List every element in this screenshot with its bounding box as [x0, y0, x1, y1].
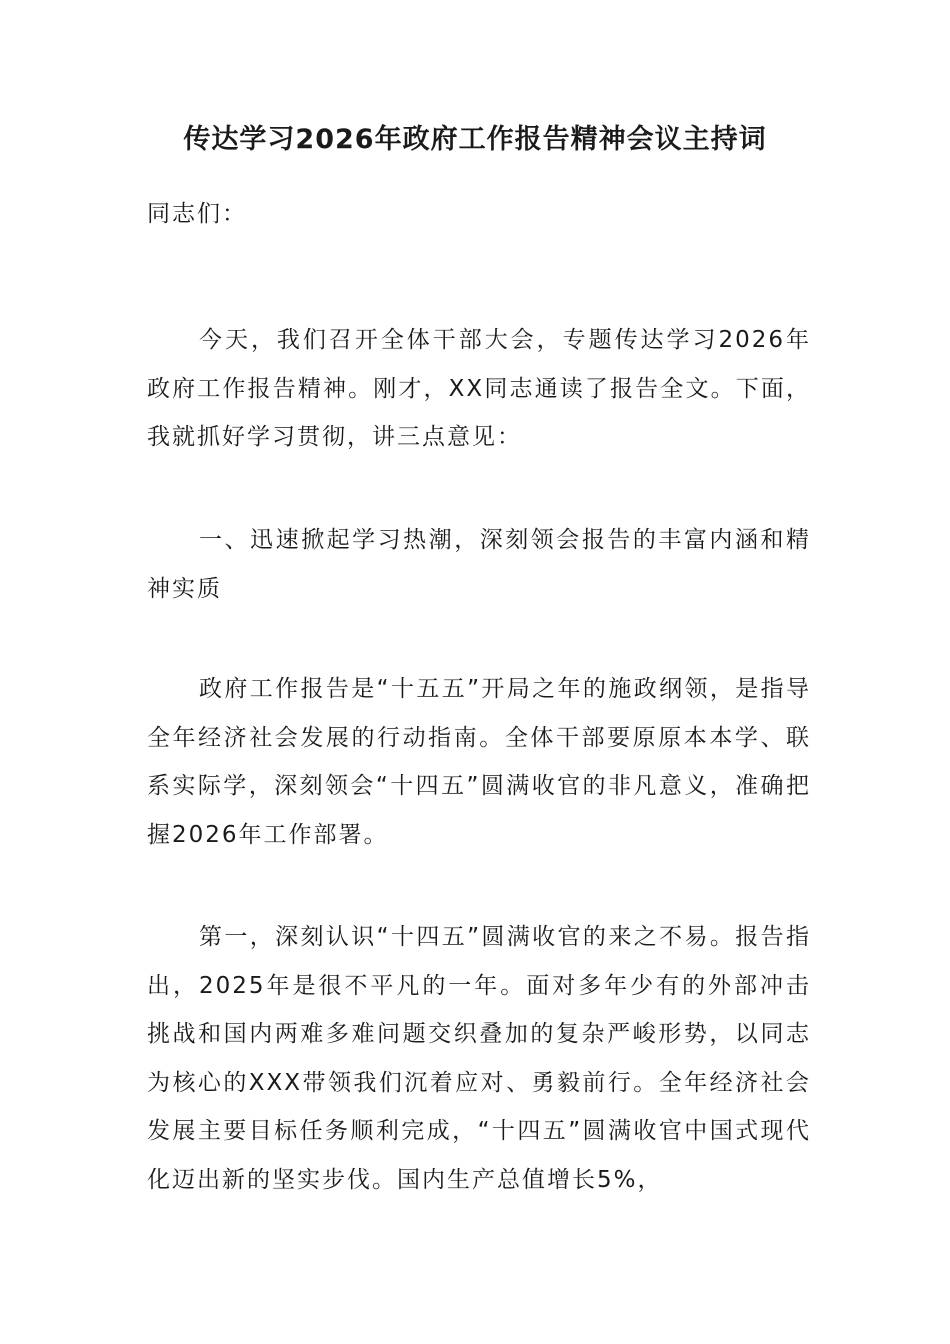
paragraph-point-one: 第一，深刻认识“十四五”圆满收官的来之不易。报告指出，2025年是很不平凡的一年。面对多年少有的外部冲击挑战和国内两难多难问题交织叠加的复杂严峻形势，以同志为核心的XXX带领我们沉着应对、勇毅前行。全年经济社会发展主要目标任务顺利完成，“十四五”圆满收官中国式现代化迈出新的坚实步伐。国内生产总值增长5%， [147, 924, 811, 1193]
section-heading-one: 一、迅速掀起学习热潮，深刻领会报告的丰富内涵和精神实质 [147, 527, 811, 602]
salutation: 同志们： [147, 201, 247, 227]
paragraph-opening: 今天，我们召开全体干部大会，专题传达学习2026年政府工作报告精神。刚才，XX同志通读了报告全文。下面，我就抓好学习贯彻，讲三点意见： [147, 327, 811, 450]
paragraph-report-significance: 政府工作报告是“十五五”开局之年的施政纲领，是指导全年经济社会发展的行动指南。全体干部要原原本本学、联系实际学，深刻领会“十四五”圆满收官的非凡意义，准确把握2026年工作部署。 [147, 676, 811, 848]
document-title: 传达学习2026年政府工作报告精神会议主持词 [183, 124, 767, 155]
